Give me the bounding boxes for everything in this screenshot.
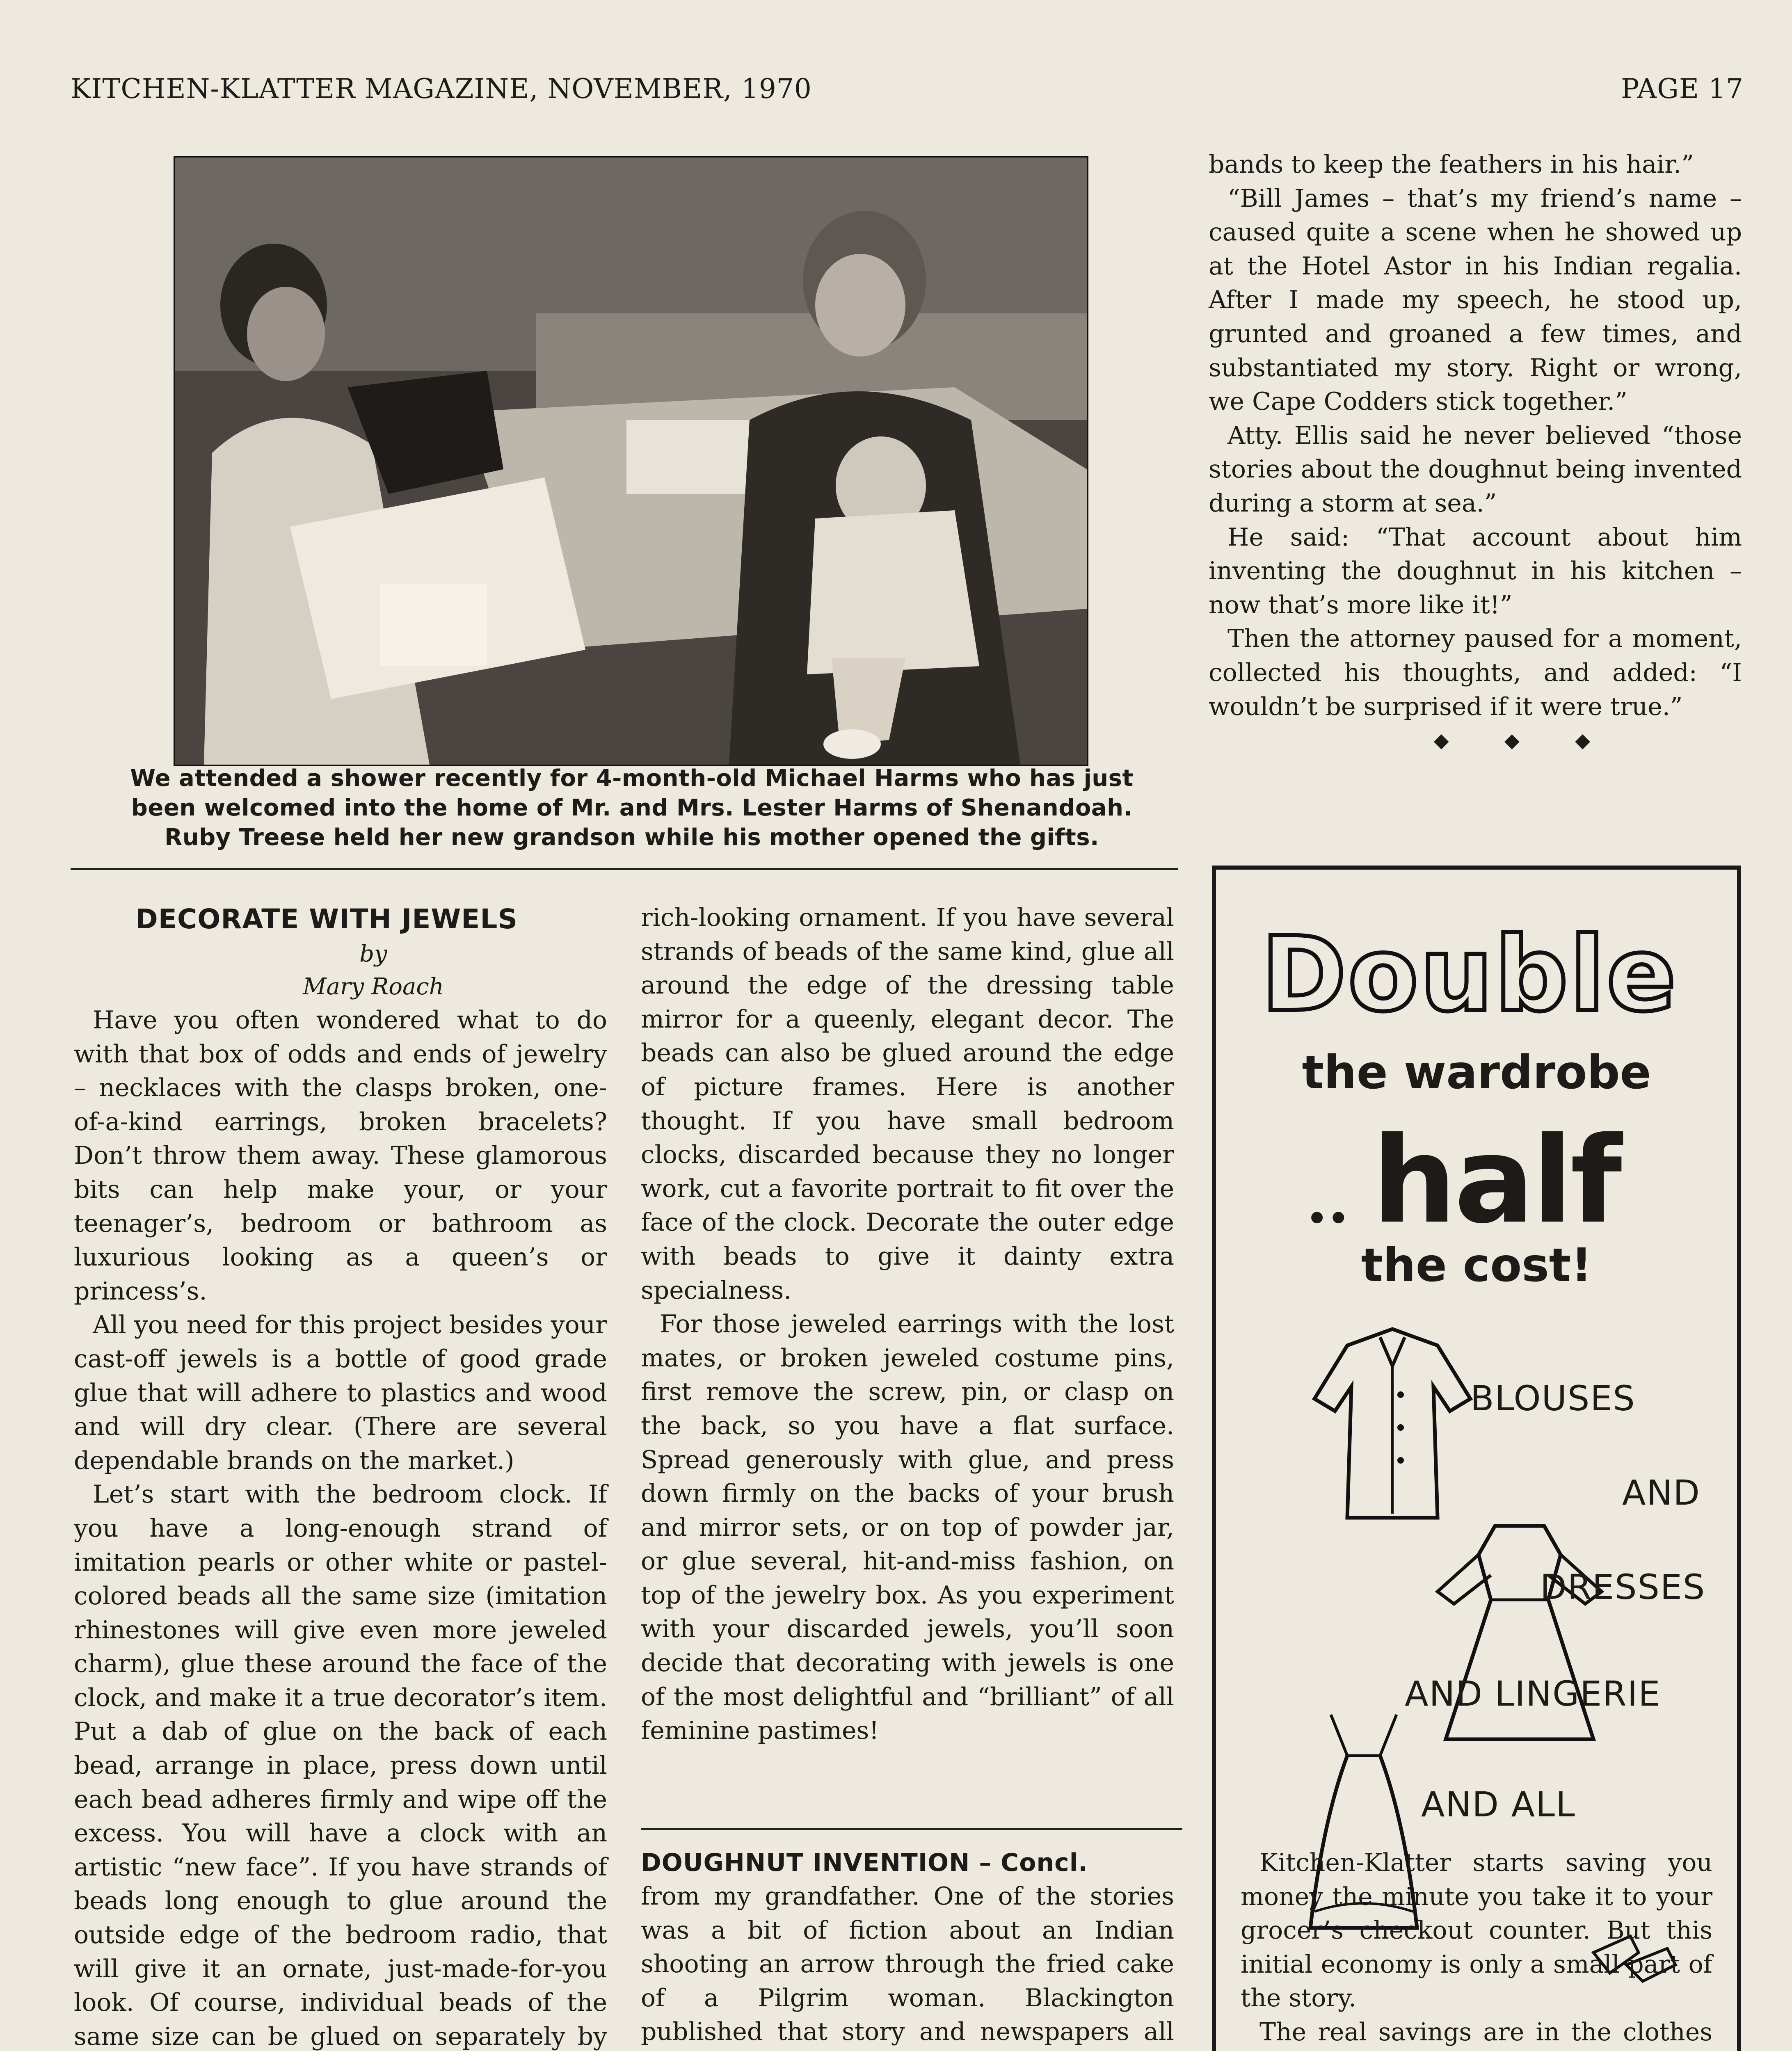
paragraph: The real savings are in the clothes xyxy=(1259,2017,1712,2046)
article-title: DECORATE WITH JEWELS xyxy=(135,903,518,935)
magazine-header: KITCHEN-KLATTER MAGAZINE, NOVEMBER, 1970 xyxy=(71,73,812,105)
bleach-advertisement xyxy=(1212,866,1741,2051)
byline-by: by xyxy=(359,941,387,967)
paragraph: “Bill James – that’s my friend’s name – caused quite a scene when he showed up at the Hotel Astor in his Indian regalia. After I made my speech, he stood up, grunted and groaned a few times, and substantiated my story. Right or wrong, we Cape Codders stick together.” xyxy=(1209,184,1742,416)
paragraph: Atty. Ellis said he never believed “those stories about the doughnut being invented during a storm at sea.” xyxy=(1209,421,1742,518)
page-number: PAGE 17 xyxy=(1621,73,1744,105)
photo-caption: We attended a shower recently for 4-month-old Michael Harms who has just been welcomed into the home of Mr. and Mrs. Lester Harms of Shenandoah. Ruby Treese held her new grandson while his mother opened the gifts. xyxy=(130,765,1134,851)
ad-headline-cost: the cost! xyxy=(1361,1239,1592,1292)
byline-author: Mary Roach xyxy=(303,973,444,1000)
ad-body-copy xyxy=(1241,1846,1712,2051)
paragraph: For those jeweled earrings with the lost mates, or broken jeweled costume pins, first remove the screw, pin, or clasp on the back, so you have a flat surface. Spread generously with glue, and press down firmly on the backs of your brush and mirror sets, or on top of powder jar, or glue several, hit-and-miss fashion, on top of the jewelry box. As you experiment with your discarded jewels, you’ll soon decide that decorating with jewels is one of the most delightful and “brilliant” of all feminine pastimes! xyxy=(641,1310,1174,1745)
paragraph: from my grandfather. One of the stories was a bit of fiction about an Indian shooting an arrow through the fried cake of a Pilgrim woman. Blackington published that story and newspapers all xyxy=(641,1882,1174,2046)
doughnut-column-2 xyxy=(641,1846,1174,2051)
ad-headline-half: half xyxy=(1372,1112,1620,1250)
ad-item-dresses: DRESSES xyxy=(1540,1567,1706,1607)
diamond-ornament: ◆ ◆ ◆ xyxy=(1433,729,1615,752)
paragraph: Let’s start with the bedroom clock. If you have a long-enough strand of imitation pearls or other white or pastel-colored beads all the same size (imitation rhinestones will give even more jeweled charm), glue these around the face of the clock, and make it a true decorator’s item. Put a dab of glue on the back of each bead, arrange in place, press down until each bead adheres firmly and wipe off the excess. You will have a clock with an artistic “new face”. If you have strands of beads long enough to glue around the outside edge of the bedroom radio, that will give it an ornate, just-made-for-you look. Of course, individual beads of the same size can be glued on separately by xyxy=(74,1480,607,2051)
paragraph: He said: “That account about him inventing the doughnut in his kitchen – now that’s more like it!” xyxy=(1209,523,1742,619)
jewels-column-2 xyxy=(641,901,1174,1748)
section-rule xyxy=(71,868,1178,870)
doughnut-column-3 xyxy=(1209,148,1742,758)
ad-item-blouses: BLOUSES xyxy=(1470,1378,1636,1418)
ad-headline-wardrobe: the wardrobe xyxy=(1302,1046,1651,1099)
paragraph: Kitchen-Klatter starts saving you money the minute you take it to your grocer’s checkout counter. But this initial economy is only a small part of the story. xyxy=(1241,1848,1712,2013)
column-rule xyxy=(641,1828,1182,1830)
ad-item-lingerie: AND LINGERIE xyxy=(1405,1674,1661,1714)
ad-item-and: AND xyxy=(1622,1473,1701,1513)
ad-headline-double: Double xyxy=(1261,915,1678,1034)
paragraph: Have you often wondered what to do with that box of odds and ends of jewelry – necklaces with the clasps broken, one-of-a-kind earrings, broken bracelets? Don’t throw them away. These glamorous bits can help make your, or your teenager’s, bedroom or bathroom as luxurious looking as a queen’s or princess’s. xyxy=(74,1006,607,1306)
article-title: DOUGHNUT INVENTION – Concl. xyxy=(641,1848,1088,1877)
ad-item-and-all: AND ALL xyxy=(1421,1784,1576,1825)
paragraph: Then the attorney paused for a moment, collected his thoughts, and added: “I wouldn’t be surprised if it were true.” xyxy=(1209,624,1742,721)
ad-dots: .. xyxy=(1306,1165,1349,1237)
paragraph: All you need for this project besides your cast-off jewels is a bottle of good grade glue that will adhere to plastics and wood and will dry clear. (There are several dependable brands on the market.) xyxy=(74,1311,607,1475)
jewels-column-1 xyxy=(74,901,607,2051)
shower-photo xyxy=(174,156,1088,766)
paragraph: bands to keep the feathers in his hair.” xyxy=(1209,150,1694,179)
paragraph: rich-looking ornament. If you have several strands of beads of the same kind, glue all around the edge of the dressing table mirror for a queenly, elegant decor. The beads can also be glued around the edge of picture frames. Here is another thought. If you have small bedroom clocks, discarded because they no longer work, cut a favorite portrait to fit over the face of the clock. Decorate the outer edge with beads to give it dainty extra specialness. xyxy=(641,903,1174,1305)
